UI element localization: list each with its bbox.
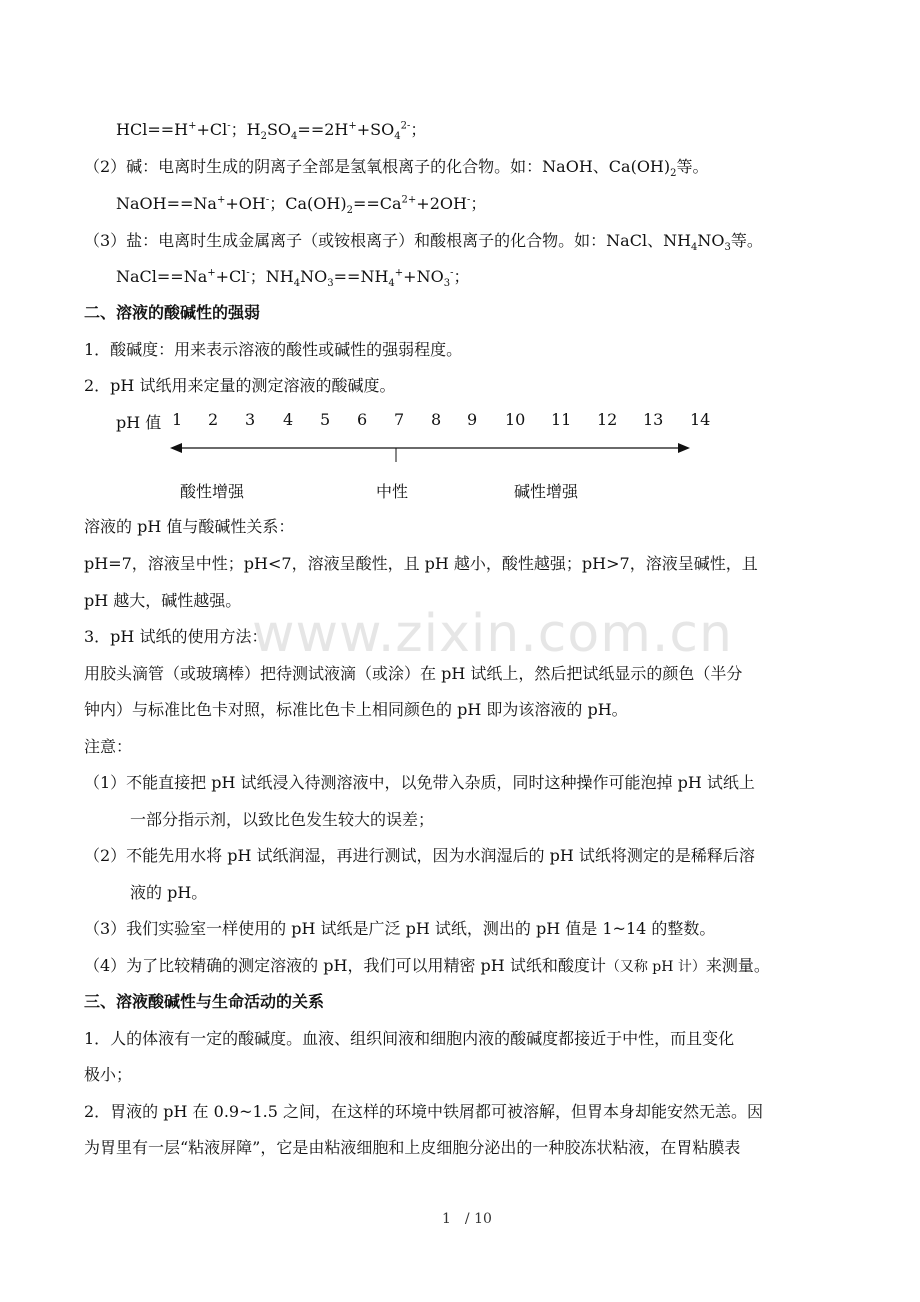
paragraph-acidity: 1．酸碱度：用来表示溶液的酸性或碱性的强弱程度。 — [84, 340, 463, 359]
ph-tick-label: 1 — [172, 410, 183, 429]
salt-definition: （3）盐：电离时生成金属离子（或铵根离子）和酸根离子的化合物。如：NaCl、$NH_4NO_3$等。 — [84, 231, 763, 254]
watermark: www.zixin.com.cn — [252, 604, 733, 664]
note-3: （3）我们实验室一样使用的 pH 试纸是广泛 pH 试纸，测出的 pH 值是 1~14 的整数。 — [84, 919, 716, 938]
life-2-line-2: 为胃里有一层“粘液屏障”，它是由粘液细胞和上皮细胞分泌出的一种胶冻状粘液，在胃粘膜表 — [84, 1138, 741, 1157]
base-equation: NaOH==Na++OH-；$Ca(OH)_2==Ca^{2+}+2OH^-$； — [116, 194, 487, 217]
usage-line-2: 钟内）与标准比色卡对照，标准比色卡上相同颜色的 pH 即为该溶液的 pH。 — [84, 700, 628, 719]
relation-line-1: pH=7，溶液呈中性；pH<7，溶液呈酸性，且 pH 越小，酸性越强；pH>7，溶液呈碱性，且 — [84, 554, 758, 573]
paragraph-usage-title: 3．pH 试纸的使用方法： — [84, 627, 268, 646]
note-title: 注意： — [84, 737, 133, 756]
base-definition: （2）碱：电离时生成的阴离子全部是氢氧根离子的化合物。如：NaOH、$Ca(OH)_2$等。 — [84, 157, 709, 180]
arrow-right-icon — [678, 443, 690, 453]
ph-tick-label: 2 — [208, 410, 219, 429]
acid-increase-label: 酸性增强 — [180, 482, 245, 501]
paragraph-ph-paper: 2．pH 试纸用来定量的测定溶液的酸碱度。 — [84, 376, 396, 395]
acid-equation: HCl==H++Cl-；$H_2SO_4==2H^++SO_4^{2-}$； — [116, 120, 427, 143]
heading-section-2: 二、溶液的酸碱性的强弱 — [84, 303, 261, 322]
life-2-line-1: 2．胃液的 pH 在 0.9~1.5 之间，在这样的环境中铁屑都可被溶解，但胃本身却能安然无恙。因 — [84, 1102, 764, 1121]
base-increase-label: 碱性增强 — [514, 482, 579, 501]
heading-section-3: 三、溶液酸碱性与生命活动的关系 — [84, 992, 325, 1011]
note-4: （4）为了比较精确的测定溶液的 pH，我们可以用精密 pH 试纸和酸度计（又称 pH 计）来测量。 — [84, 956, 770, 975]
arrow-left-icon — [170, 443, 182, 453]
ph-scale-arrow — [170, 436, 690, 466]
ph-tick-label: 13 — [643, 410, 664, 429]
ph-tick-label: 4 — [283, 410, 294, 429]
ph-tick-label: 10 — [505, 410, 526, 429]
page-number: 1 / 10 — [442, 1211, 492, 1227]
note-1-line-2: 一部分指示剂，以致比色发生较大的误差； — [130, 810, 435, 829]
ph-tick-label: 14 — [690, 410, 711, 429]
life-1-line-1: 1．人的体液有一定的酸碱度。血液、组织间液和细胞内液的酸碱度都接近于中性，而且变化 — [84, 1029, 735, 1048]
note-1-line-1: （1）不能直接把 pH 试纸浸入待测溶液中，以免带入杂质，同时这种操作可能泡掉 pH 试纸上 — [84, 773, 755, 792]
neutral-label: 中性 — [376, 482, 409, 501]
ph-tick-label: 11 — [551, 410, 572, 429]
ph-tick-label: 6 — [357, 410, 368, 429]
ph-tick-label: 5 — [320, 410, 331, 429]
salt-equation: NaCl==Na++Cl-；$NH_4NO_3==NH_4^++NO_3^-$； — [116, 267, 470, 290]
note-2-line-2: 液的 pH。 — [130, 883, 208, 902]
life-1-line-2: 极小； — [84, 1065, 133, 1084]
ph-tick-label: 9 — [467, 410, 478, 429]
relation-line-2: pH 越大，碱性越强。 — [84, 591, 242, 610]
usage-line-1: 用胶头滴管（或玻璃棒）把待测试液滴（或涂）在 pH 试纸上，然后把试纸显示的颜色（半分 — [84, 664, 743, 683]
relation-title: 溶液的 pH 值与酸碱性关系： — [84, 517, 295, 536]
ph-tick-label: 8 — [431, 410, 442, 429]
ph-scale-label: pH 值 — [116, 413, 162, 432]
ph-tick-label: 7 — [394, 410, 405, 429]
note-2-line-1: （2）不能先用水将 pH 试纸润湿，再进行测试，因为水润湿后的 pH 试纸将测定的是稀释后溶 — [84, 846, 755, 865]
ph-tick-label: 3 — [245, 410, 256, 429]
ph-tick-label: 12 — [597, 410, 618, 429]
